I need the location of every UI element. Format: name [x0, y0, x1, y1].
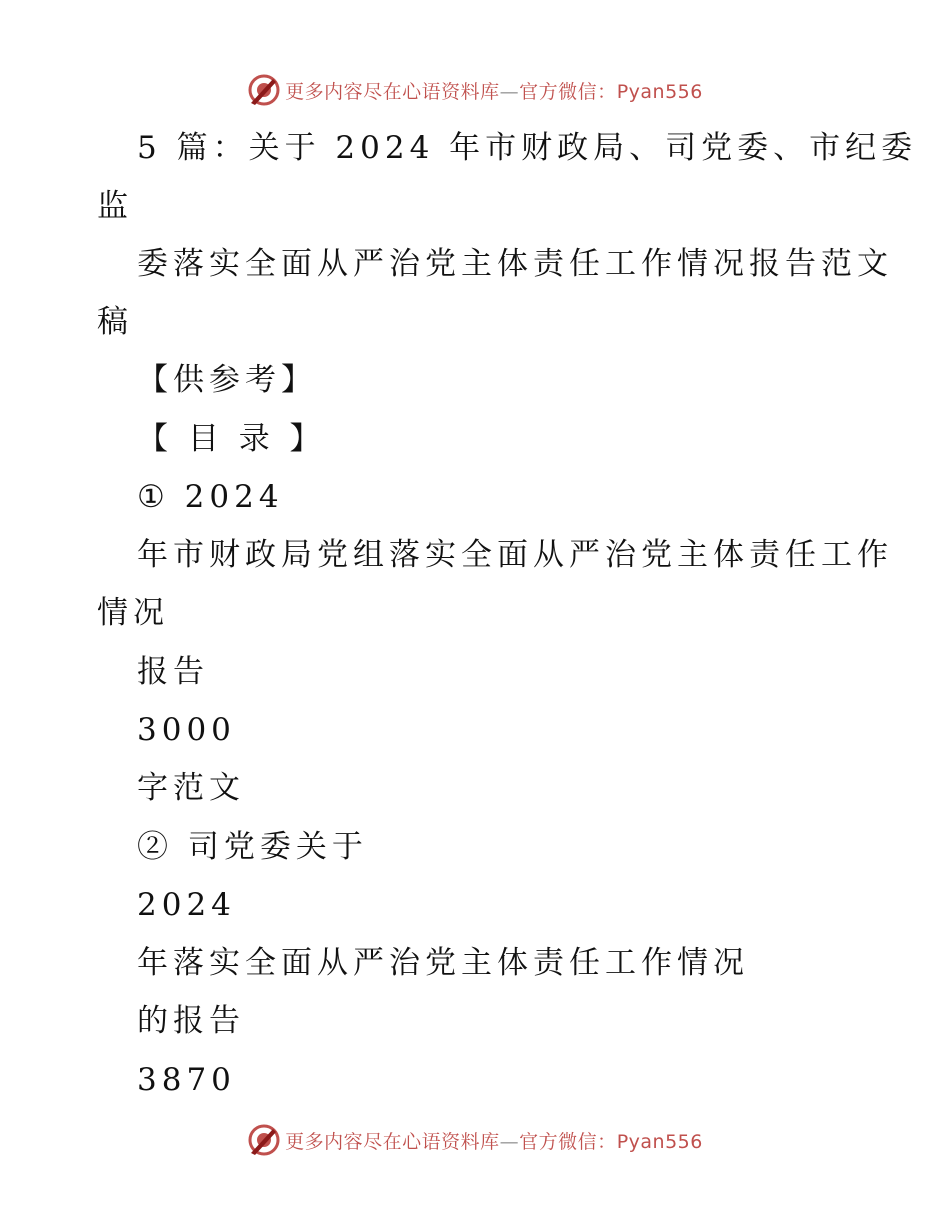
toc-item-2-number: ② 司党委关于	[137, 829, 368, 865]
toc-item-2-line-4: 3870	[137, 1062, 236, 1098]
toc-item-1-line-3: 3000	[137, 712, 236, 748]
banner-wechat-id: Pyan556	[616, 80, 703, 103]
toc-item-2-line-3: 的报告	[137, 1003, 245, 1039]
toc-item-1-number: ① 2024	[137, 479, 284, 515]
banner-wechat-label: 官方微信：	[519, 80, 617, 103]
brand-logo-icon	[247, 1123, 281, 1157]
toc-item-1-line-1-wrap: 情况	[97, 595, 169, 631]
banner-main-text: 更多内容尽在心语资料库	[285, 80, 500, 103]
toc-heading: 【 目 录 】	[137, 421, 326, 457]
title-line-2-wrap: 稿	[97, 304, 133, 340]
title-line-2: 委落实全面从严治党主体责任工作情况报告范文	[137, 246, 893, 282]
toc-item-1-line-4: 字范文	[137, 770, 245, 806]
toc-item-2-line-1: 2024	[137, 887, 236, 923]
banner-wechat-id: Pyan556	[616, 1130, 703, 1153]
title-line-1: 5 篇：关于 2024 年市财政局、司党委、市纪委	[137, 130, 918, 166]
toc-item-1-line-1: 年市财政局党组落实全面从严治党主体责任工作	[137, 537, 893, 573]
banner-main-text: 更多内容尽在心语资料库	[285, 1130, 500, 1153]
footer-banner	[0, 1120, 950, 1160]
title-line-1-wrap: 监	[97, 188, 133, 224]
toc-item-1-line-2: 报告	[137, 654, 209, 690]
banner-wechat-label: 官方微信：	[519, 1130, 617, 1153]
banner-dash: —	[499, 1130, 520, 1153]
banner-text	[285, 1127, 703, 1154]
reference-tag: 【供参考】	[137, 362, 317, 398]
toc-item-2-line-2: 年落实全面从严治党主体责任工作情况	[137, 945, 749, 981]
banner-dash: —	[499, 80, 520, 103]
